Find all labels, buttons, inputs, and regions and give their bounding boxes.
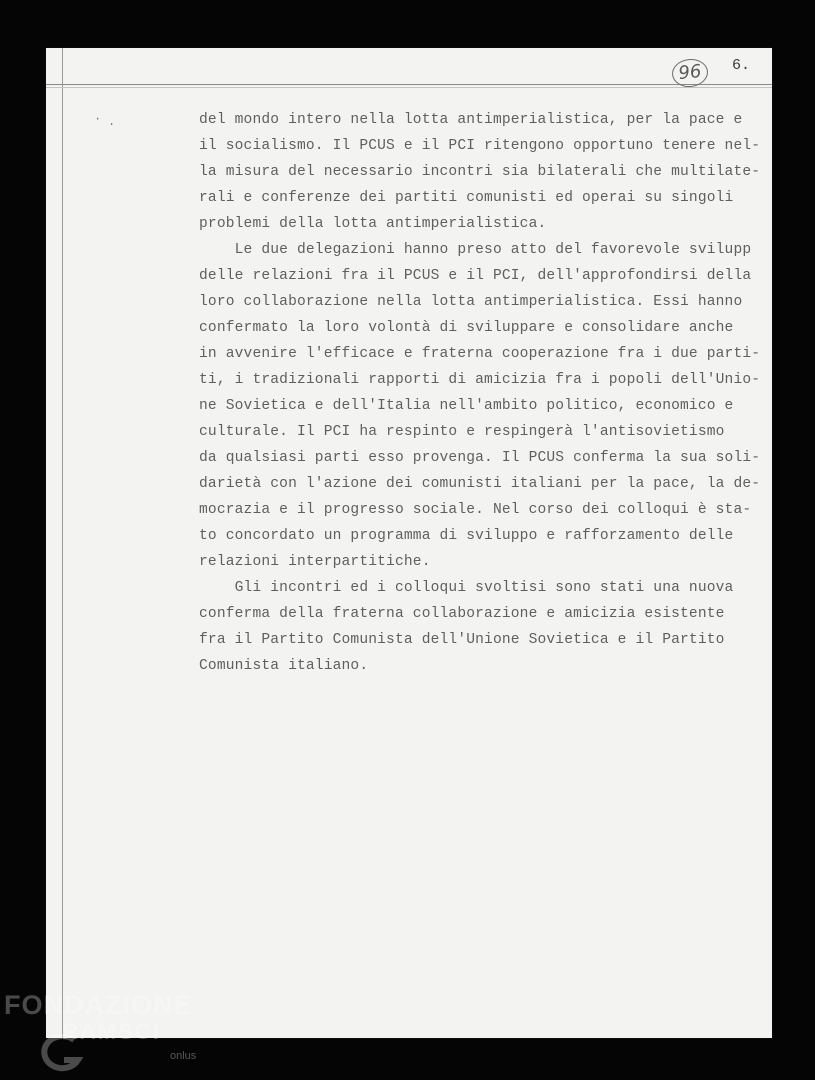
text-line: confermato la loro volontà di sviluppare e consolidare anche (199, 320, 734, 336)
margin-line-horizontal (46, 84, 772, 85)
watermark-line-1: FONDAZIONE (4, 990, 193, 1020)
gramsci-g-logo-icon (34, 1034, 86, 1074)
typewriter-mark: · (94, 112, 102, 126)
text-line: culturale. Il PCI ha respinto e respingerà l'antisovietismo (199, 424, 725, 440)
archive-folio-stamp: 96 (671, 57, 710, 89)
text-line: to concordato un programma di sviluppo e rafforzamento delle (199, 528, 734, 544)
document-page (46, 48, 772, 1038)
typed-body-text (199, 107, 769, 679)
text-line: conferma della fraterna collaborazione e amicizia esistente (199, 606, 725, 622)
text-line: loro collaborazione nella lotta antimperialistica. Essi hanno (199, 294, 743, 310)
text-line: ti, i tradizionali rapporti di amicizia fra i popoli dell'Unio- (199, 372, 761, 388)
margin-line-vertical (62, 48, 63, 1038)
margin-line-horizontal-secondary (46, 87, 772, 88)
text-line: da qualsiasi parti esso provenga. Il PCUS conferma la sua soli- (199, 450, 761, 466)
text-line: in avvenire l'efficace e fraterna cooperazione fra i due parti- (199, 346, 761, 362)
watermark-line-2: RAMSCI (62, 1019, 161, 1044)
text-line: ne Sovietica e dell'Italia nell'ambito politico, economico e (199, 398, 734, 414)
text-line: rali e conferenze dei partiti comunisti ed operai su singoli (199, 190, 734, 206)
text-line: Le due delegazioni hanno preso atto del favorevole svilupp (199, 242, 752, 258)
text-line: del mondo intero nella lotta antimperialistica, per la pace e (199, 112, 743, 128)
page-number: 6. (732, 57, 751, 74)
text-line: il socialismo. Il PCUS e il PCI ritengono opportuno tenere nel- (199, 138, 761, 154)
text-line: relazioni interpartitiche. (199, 554, 431, 570)
text-line: darietà con l'azione dei comunisti italiani per la pace, la de- (199, 476, 761, 492)
text-line: la misura del necessario incontri sia bilaterali che multilate- (199, 164, 761, 180)
text-line: Comunista italiano. (199, 658, 369, 674)
typewriter-mark: . (108, 115, 116, 129)
watermark-subtitle: onlus (170, 1050, 197, 1062)
text-line: problemi della lotta antimperialistica. (199, 216, 547, 232)
text-line: Gli incontri ed i colloqui svoltisi sono stati una nuova (199, 580, 734, 596)
text-line: fra il Partito Comunista dell'Unione Sovietica e il Partito (199, 632, 725, 648)
fondazione-gramsci-watermark (4, 990, 197, 1062)
text-line: delle relazioni fra il PCUS e il PCI, dell'approfondirsi della (199, 268, 752, 284)
text-line: mocrazia e il progresso sociale. Nel corso dei colloqui è sta- (199, 502, 752, 518)
